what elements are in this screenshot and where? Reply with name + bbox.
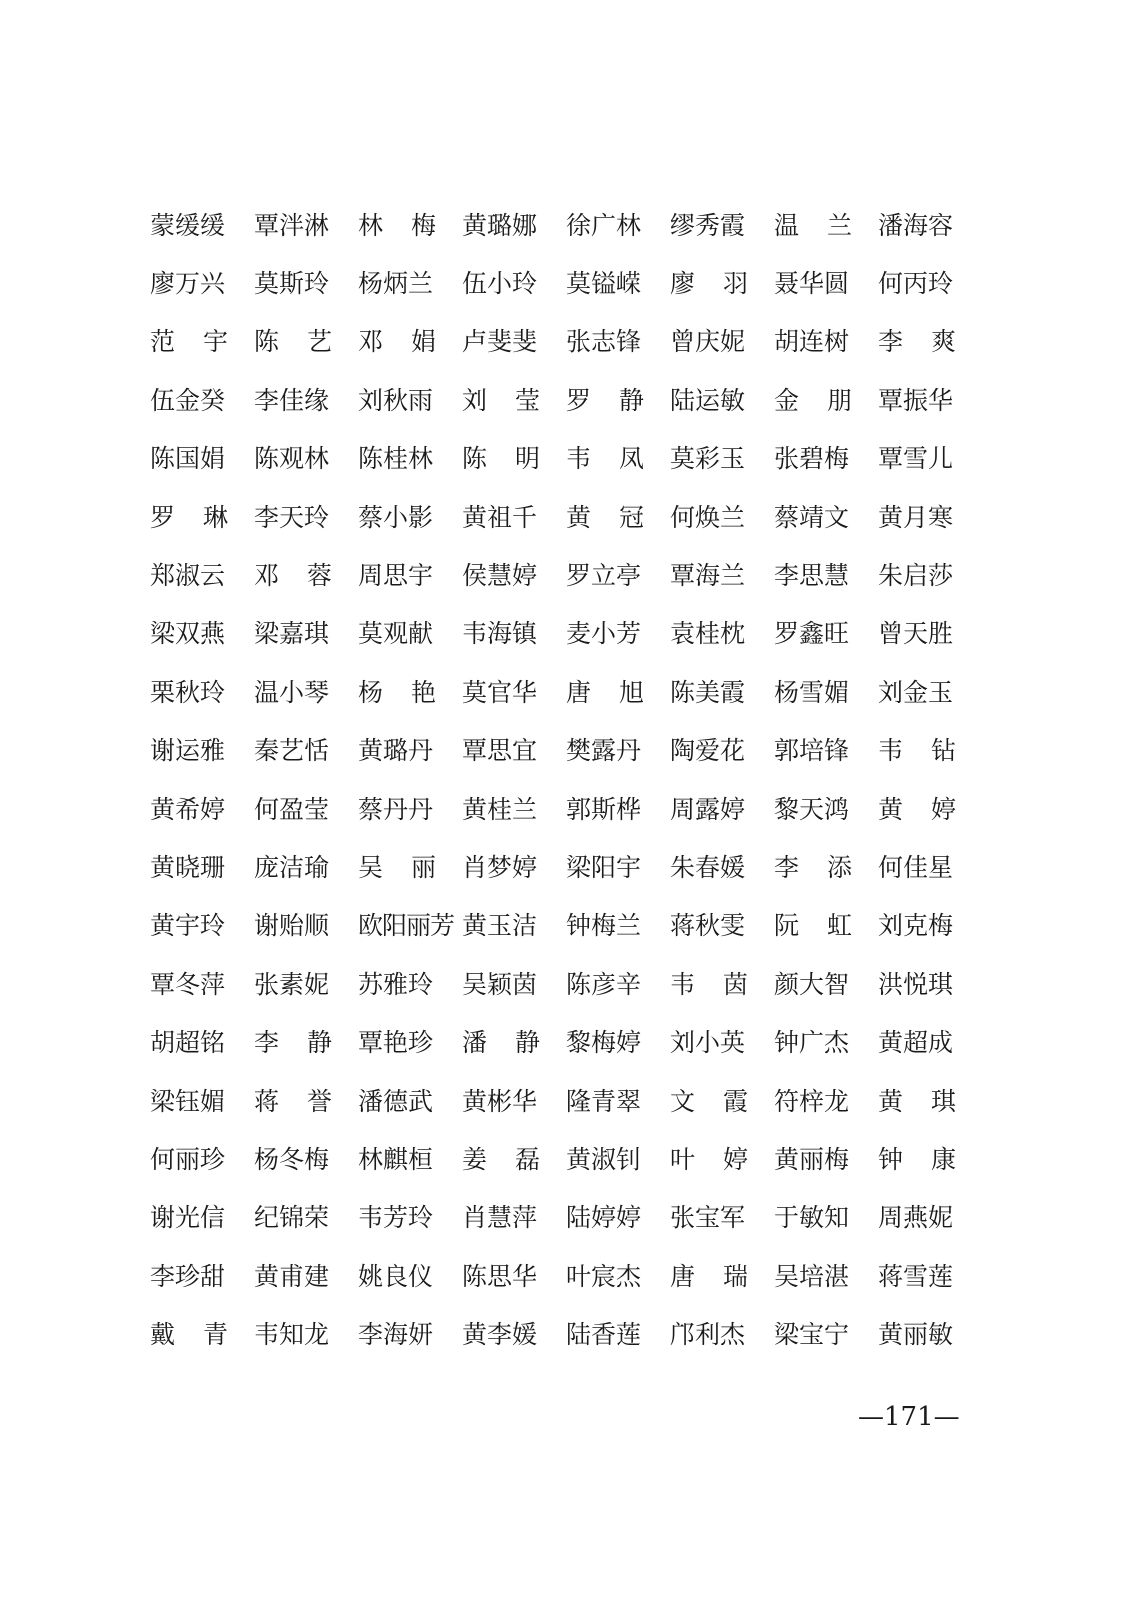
name-entry: 谢光信 [150, 1203, 226, 1233]
name-entry: 姜 磊 [462, 1144, 540, 1174]
name-entry: 陶爱花 [670, 736, 746, 766]
name-entry: 秦艺恬 [254, 736, 330, 766]
name-entry: 唐 瑞 [670, 1261, 748, 1291]
name-entry: 黄淑钊 [566, 1144, 642, 1174]
name-entry: 温小琴 [254, 677, 330, 707]
name-entry: 刘金玉 [878, 677, 954, 707]
name-entry: 韦 凤 [566, 444, 644, 474]
name-entry: 阮 虹 [774, 911, 852, 941]
name-entry: 黄超成 [878, 1028, 954, 1058]
name-entry: 韦 钻 [878, 736, 956, 766]
name-entry: 潘德武 [358, 1086, 434, 1116]
name-list-grid [150, 196, 970, 1364]
name-entry: 李 爽 [878, 327, 956, 357]
name-entry: 廖万兴 [150, 269, 226, 299]
name-entry: 周露婷 [670, 794, 746, 824]
name-entry: 邓 娟 [358, 327, 436, 357]
name-entry: 钟广杰 [774, 1028, 850, 1058]
name-entry: 林 梅 [358, 210, 436, 240]
name-entry: 黄彬华 [462, 1086, 538, 1116]
name-entry: 纪锦荣 [254, 1203, 330, 1233]
name-entry: 覃海兰 [670, 561, 746, 591]
name-entry: 张素妮 [254, 969, 330, 999]
name-entry: 叶 婷 [670, 1144, 748, 1174]
name-entry: 梁钰媚 [150, 1086, 226, 1116]
name-entry: 莫官华 [462, 677, 538, 707]
name-entry: 蔡小影 [358, 502, 434, 532]
name-entry: 覃艳珍 [358, 1028, 434, 1058]
name-entry: 莫彩玉 [670, 444, 746, 474]
name-entry: 麦小芳 [566, 619, 642, 649]
name-entry: 张志锋 [566, 327, 642, 357]
name-entry: 杨冬梅 [254, 1144, 330, 1174]
name-entry: 袁桂枕 [670, 619, 746, 649]
name-entry: 覃雪儿 [878, 444, 954, 474]
name-entry: 刘秋雨 [358, 385, 434, 415]
name-entry: 栗秋玲 [150, 677, 226, 707]
name-entry: 何佳星 [878, 852, 954, 882]
name-entry: 陆香莲 [566, 1320, 642, 1350]
name-entry: 蒋秋雯 [670, 911, 746, 941]
name-entry: 戴 青 [150, 1320, 228, 1350]
name-entry: 黄甫建 [254, 1261, 330, 1291]
name-entry: 金 朋 [774, 385, 852, 415]
name-entry: 陈 明 [462, 444, 540, 474]
name-entry: 林麒桓 [358, 1144, 434, 1174]
name-entry: 肖梦婷 [462, 852, 538, 882]
name-entry: 蒙缓缓 [150, 210, 226, 240]
name-entry: 韦知龙 [254, 1320, 330, 1350]
name-entry: 周燕妮 [878, 1203, 954, 1233]
name-entry: 吴 丽 [358, 852, 436, 882]
name-entry: 邝利杰 [670, 1320, 746, 1350]
name-entry: 杨雪媚 [774, 677, 850, 707]
name-entry: 颜大智 [774, 969, 850, 999]
name-entry: 黄璐丹 [358, 736, 434, 766]
name-entry: 钟梅兰 [566, 911, 642, 941]
name-entry: 何盈莹 [254, 794, 330, 824]
name-entry: 欧阳丽芳 [358, 911, 455, 941]
name-entry: 蔡丹丹 [358, 794, 434, 824]
name-entry: 郑淑云 [150, 561, 226, 591]
name-entry: 曾天胜 [878, 619, 954, 649]
name-entry: 蒋雪莲 [878, 1261, 954, 1291]
name-entry: 黎梅婷 [566, 1028, 642, 1058]
name-entry: 陈观林 [254, 444, 330, 474]
name-entry: 徐广林 [566, 210, 642, 240]
name-entry: 罗 琳 [150, 502, 228, 532]
name-entry: 韦芳玲 [358, 1203, 434, 1233]
name-entry: 卢斐斐 [462, 327, 538, 357]
name-entry: 黄 冠 [566, 502, 644, 532]
name-entry: 聂华圆 [774, 269, 850, 299]
name-entry: 肖慧萍 [462, 1203, 538, 1233]
name-entry: 谢贻顺 [254, 911, 330, 941]
name-entry: 吴培湛 [774, 1261, 850, 1291]
name-entry: 叶宸杰 [566, 1261, 642, 1291]
name-entry: 伍金癸 [150, 385, 226, 415]
name-entry: 黄桂兰 [462, 794, 538, 824]
name-entry: 罗 静 [566, 385, 644, 415]
name-entry: 张宝军 [670, 1203, 746, 1233]
name-entry: 黄璐娜 [462, 210, 538, 240]
name-entry: 潘海容 [878, 210, 954, 240]
name-entry: 黄李媛 [462, 1320, 538, 1350]
name-entry: 黄丽梅 [774, 1144, 850, 1174]
name-entry: 张碧梅 [774, 444, 850, 474]
name-entry: 黄晓珊 [150, 852, 226, 882]
name-entry: 胡超铭 [150, 1028, 226, 1058]
name-entry: 黄宇玲 [150, 911, 226, 941]
name-entry: 朱春媛 [670, 852, 746, 882]
name-entry: 李海妍 [358, 1320, 434, 1350]
name-entry: 黄玉洁 [462, 911, 538, 941]
name-entry: 覃振华 [878, 385, 954, 415]
name-entry: 刘 莹 [462, 385, 540, 415]
name-entry: 梁双燕 [150, 619, 226, 649]
name-entry: 覃思宜 [462, 736, 538, 766]
name-entry: 吴颖茵 [462, 969, 538, 999]
name-entry: 李佳缘 [254, 385, 330, 415]
name-entry: 莫斯玲 [254, 269, 330, 299]
name-entry: 于敏知 [774, 1203, 850, 1233]
name-entry: 黄祖千 [462, 502, 538, 532]
name-entry: 隆青翠 [566, 1086, 642, 1116]
name-entry: 缪秀霞 [670, 210, 746, 240]
name-entry: 杨炳兰 [358, 269, 434, 299]
name-entry: 黄丽敏 [878, 1320, 954, 1350]
name-entry: 胡连树 [774, 327, 850, 357]
page-number: —171— [858, 1402, 960, 1432]
name-entry: 刘克梅 [878, 911, 954, 941]
name-entry: 陈美霞 [670, 677, 746, 707]
name-entry: 韦海镇 [462, 619, 538, 649]
name-entry: 文 霞 [670, 1086, 748, 1116]
name-entry: 姚良仪 [358, 1261, 434, 1291]
name-entry: 梁阳宇 [566, 852, 642, 882]
name-entry: 陈国娟 [150, 444, 226, 474]
name-entry: 何丽珍 [150, 1144, 226, 1174]
name-entry: 侯慧婷 [462, 561, 538, 591]
name-entry: 黄 婷 [878, 794, 956, 824]
name-entry: 梁嘉琪 [254, 619, 330, 649]
name-entry: 唐 旭 [566, 677, 644, 707]
name-entry: 李 静 [254, 1028, 332, 1058]
name-entry: 罗鑫旺 [774, 619, 850, 649]
name-entry: 陆运敏 [670, 385, 746, 415]
name-entry: 邓 蓉 [254, 561, 332, 591]
name-entry: 陈 艺 [254, 327, 332, 357]
name-entry: 黄 琪 [878, 1086, 956, 1116]
name-entry: 莫镒嵘 [566, 269, 642, 299]
name-entry: 李思慧 [774, 561, 850, 591]
name-entry: 蒋 誉 [254, 1086, 332, 1116]
name-entry: 李 添 [774, 852, 852, 882]
name-entry: 黄希婷 [150, 794, 226, 824]
name-entry: 周思宇 [358, 561, 434, 591]
name-entry: 伍小玲 [462, 269, 538, 299]
name-entry: 杨 艳 [358, 677, 436, 707]
name-entry: 刘小英 [670, 1028, 746, 1058]
name-entry: 陈彦辛 [566, 969, 642, 999]
name-entry: 洪悦琪 [878, 969, 954, 999]
name-entry: 罗立亭 [566, 561, 642, 591]
name-entry: 李珍甜 [150, 1261, 226, 1291]
name-entry: 黄月寒 [878, 502, 954, 532]
name-entry: 覃冬萍 [150, 969, 226, 999]
name-entry: 何焕兰 [670, 502, 746, 532]
name-entry: 温 兰 [774, 210, 852, 240]
name-entry: 何丙玲 [878, 269, 954, 299]
name-entry: 覃泮淋 [254, 210, 330, 240]
name-entry: 钟 康 [878, 1144, 956, 1174]
name-entry: 黎天鸿 [774, 794, 850, 824]
name-entry: 李天玲 [254, 502, 330, 532]
name-entry: 潘 静 [462, 1028, 540, 1058]
name-entry: 范 宇 [150, 327, 228, 357]
name-entry: 曾庆妮 [670, 327, 746, 357]
name-entry: 苏雅玲 [358, 969, 434, 999]
name-entry: 符梓龙 [774, 1086, 850, 1116]
name-entry: 莫观献 [358, 619, 434, 649]
name-entry: 朱启莎 [878, 561, 954, 591]
name-entry: 陈桂林 [358, 444, 434, 474]
name-entry: 蔡靖文 [774, 502, 850, 532]
name-entry: 韦 茵 [670, 969, 748, 999]
name-entry: 樊露丹 [566, 736, 642, 766]
name-entry: 谢运雅 [150, 736, 226, 766]
name-entry: 陈思华 [462, 1261, 538, 1291]
name-entry: 廖 羽 [670, 269, 748, 299]
name-entry: 庞洁瑜 [254, 852, 330, 882]
name-entry: 陆婷婷 [566, 1203, 642, 1233]
name-entry: 郭培锋 [774, 736, 850, 766]
name-entry: 梁宝宁 [774, 1320, 850, 1350]
name-entry: 郭斯桦 [566, 794, 642, 824]
